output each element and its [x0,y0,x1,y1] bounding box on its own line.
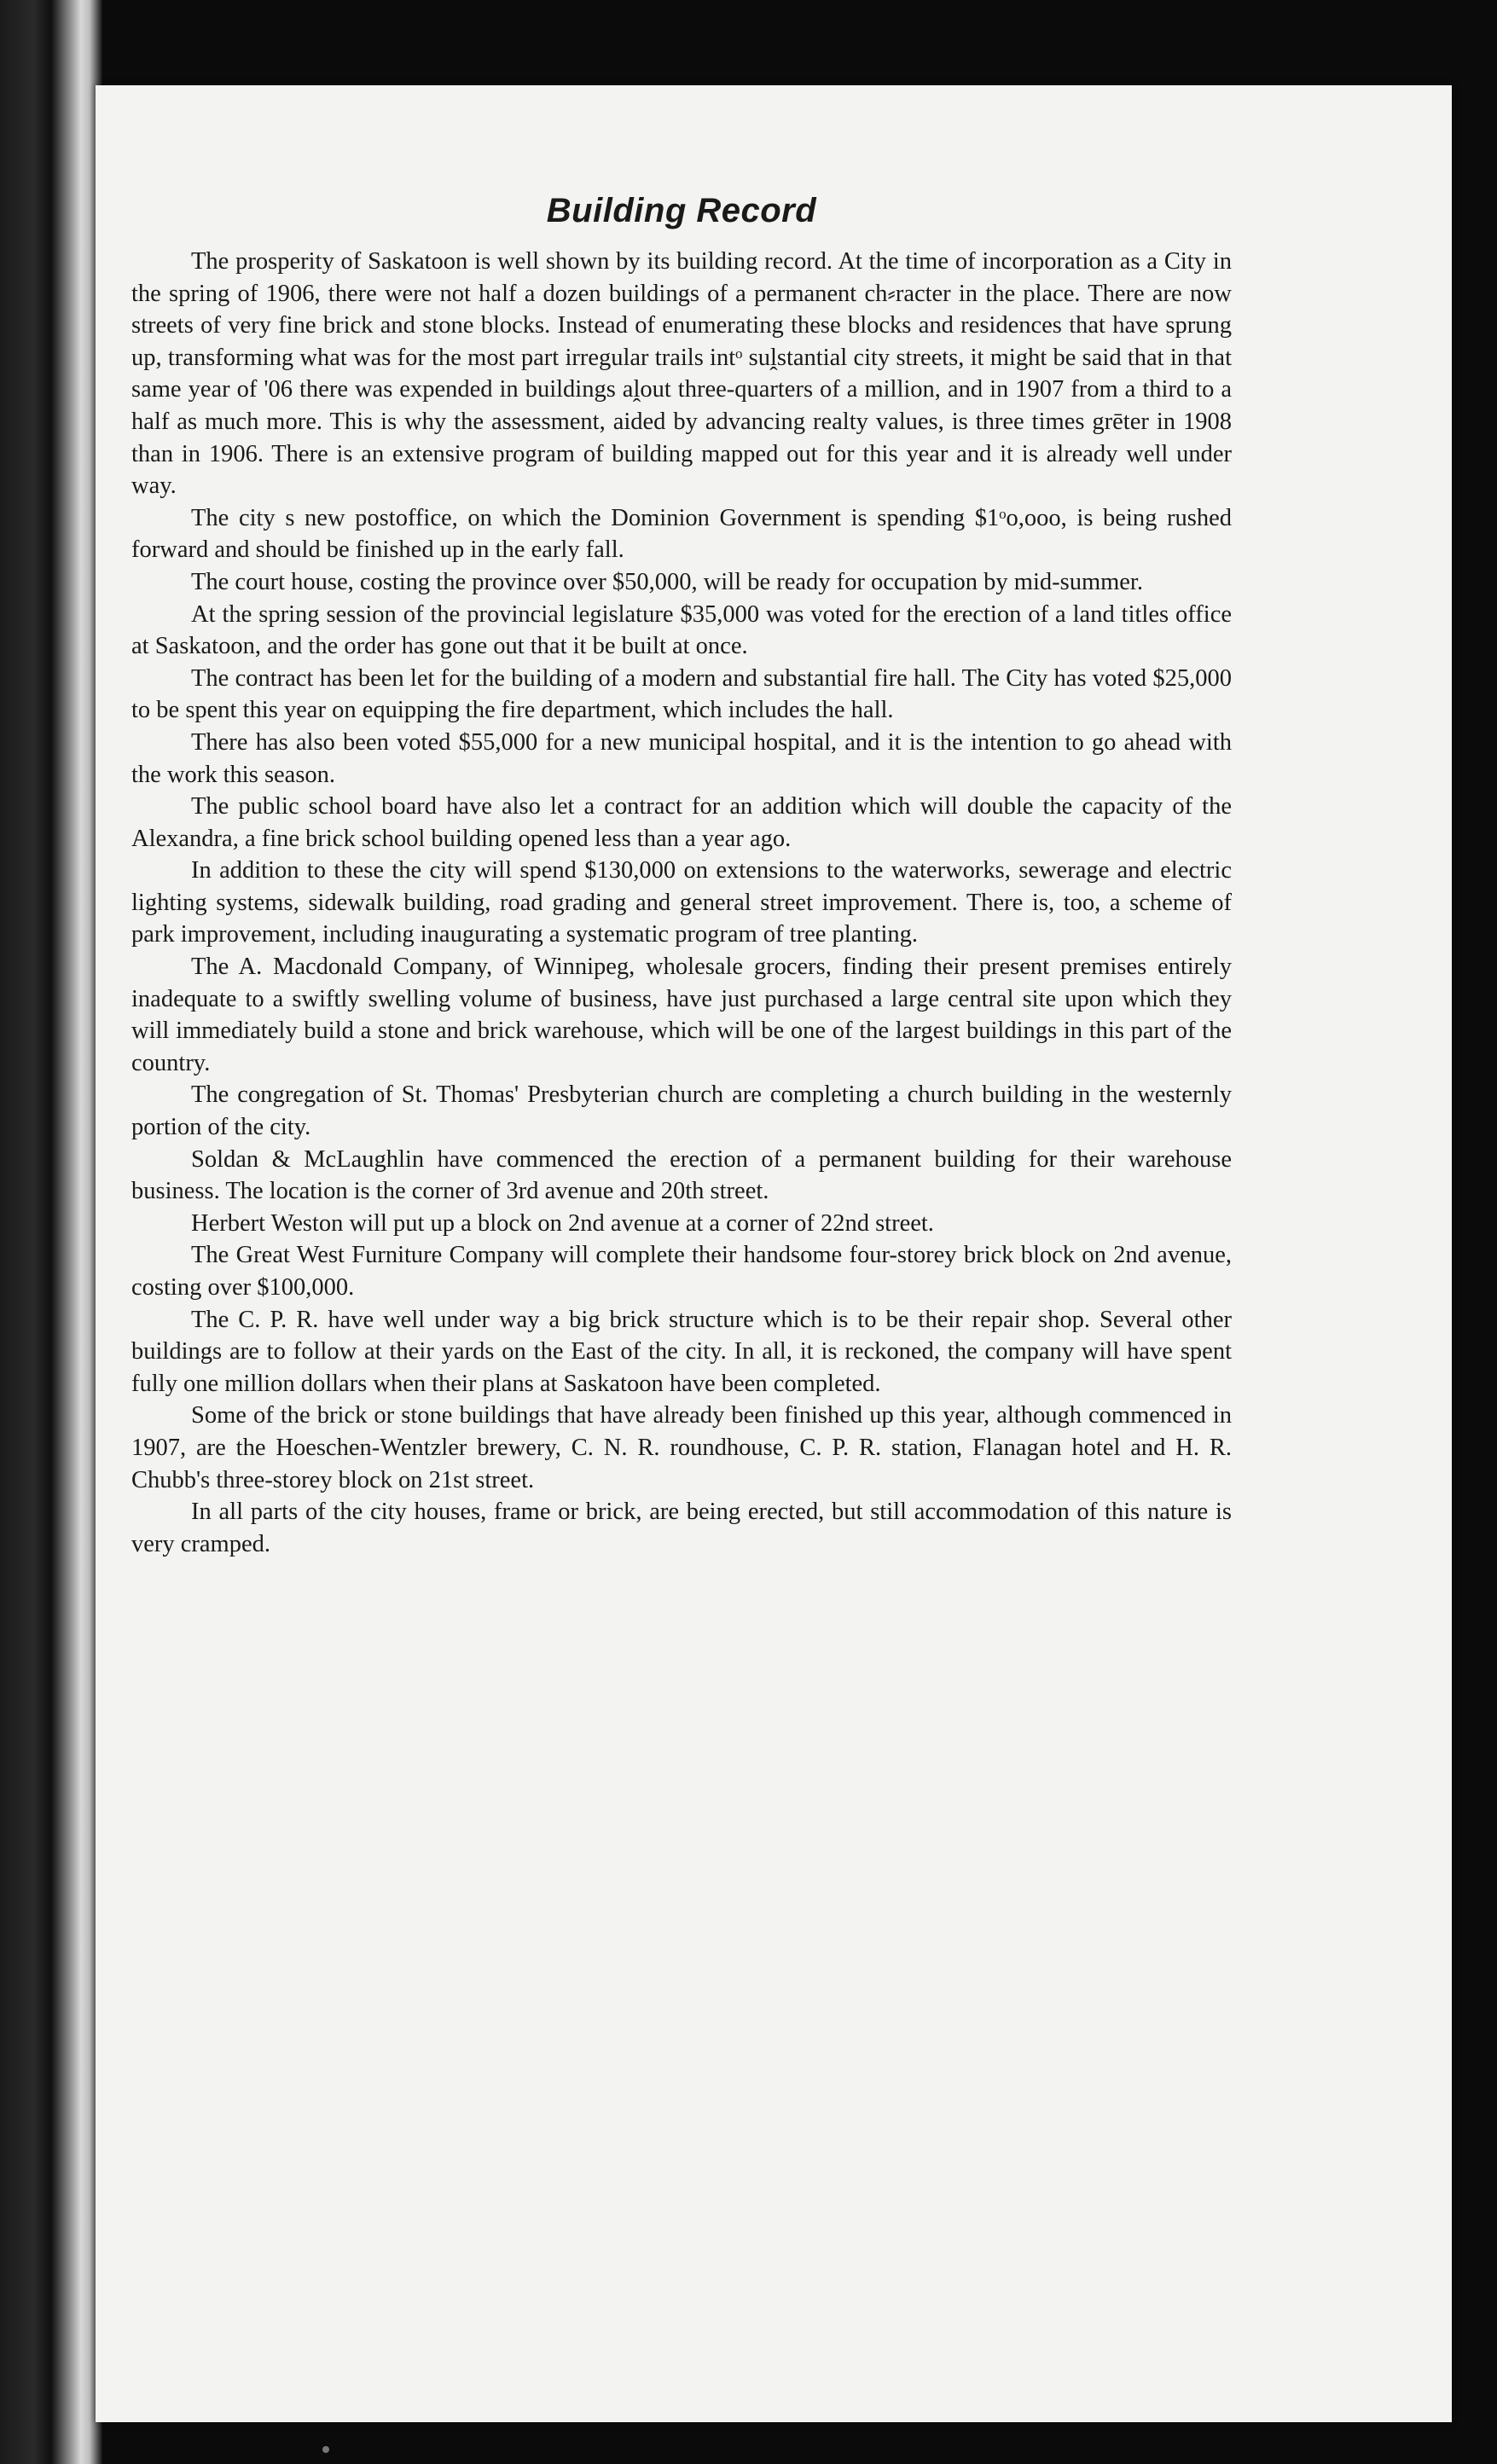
paragraph: The C. P. R. have well under way a big brick structure which is to be their repair shop. Several other buildings are to follow at their yards on the East of the city. In all, it is reckoned, the company will have spent fully one million dollars when their plans at Saskatoon have been completed. [131,1306,1232,1397]
scan-speck [322,2446,329,2453]
paragraph: The Great West Furniture Company will complete their handsome four-storey brick block on 2nd avenue, costing over $100,000. [131,1242,1232,1301]
paragraph: Soldan & McLaughlin have commenced the erection of a permanent building for their warehouse business. The location is the corner of 3rd avenue and 20th street. [131,1145,1232,1205]
page-title: Building Record [546,192,817,229]
paragraph: The public school board have also let a contract for an addition which will double the capacity of the Alexandra, a fine brick school building opened less than a year ago. [131,793,1232,852]
page-content [131,192,1232,1560]
book-binding-edge [0,0,102,2464]
paragraph: In addition to these the city will spend $130,000 on extensions to the waterworks, sewerage and electric lighting systems, sidewalk building, road grading and general street improvement. There is, too, a scheme of park improvement, including inaugurating a systematic program of tree planting. [131,857,1232,948]
paragraph: In all parts of the city houses, frame or brick, are being erected, but still accommodation of this nature is very cramped. [131,1499,1232,1557]
paragraph: At the spring session of the provincial legislature $35,000 was voted for the erection of a land titles office at Saskatoon, and the order has gone out that it be built at once. [131,600,1232,660]
paragraph: The A. Macdonald Company, of Winnipeg, wholesale grocers, finding their present premises entirely inadequate to a swiftly swelling volume of business, have just purchased a large central site upon which they will immediately build a stone and brick warehouse, which will be one of the largest buildings in this part of the country. [131,954,1232,1076]
paragraph: There has also been voted $55,000 for a new municipal hospital, and it is the intention to go ahead with the work this season. [131,728,1232,788]
paragraph: The contract has been let for the building of a modern and substantial fire hall. The City has voted $25,000 to be spent this year on equipping the fire department, which includes the hall. [131,664,1232,724]
paragraph: The court house, costing the province over $50,000, will be ready for occupation by mid-summer. [191,568,1143,595]
paragraph: The congregation of St. Thomas' Presbyterian church are completing a church building in the westernly portion of the city. [131,1081,1232,1141]
paragraph: Some of the brick or stone buildings that have already been finished up this year, although commenced in 1907, are the Hoeschen-Wentzler brewery, C. N. R. roundhouse, C. P. R. station, Flanagan hotel and H. R. Chubb's three-storey block on 21st street. [131,1402,1232,1493]
paragraph: The city s new postoffice, on which the Dominion Government is spending $1ᵒo,ooo, is being rushed forward and should be finished up in the early fall. [131,504,1232,564]
paragraph: Herbert Weston will put up a block on 2nd avenue at a corner of 22nd street. [191,1209,934,1237]
paragraph: The prosperity of Saskatoon is well shown by its building record. At the time of incorporation as a City in the spring of 1906, there were not half a dozen buildings of a permanent ch⸗racter in the place. There are now streets of very fine brick and stone blocks. Instead of enumerating these blocks and residences that have sprung up, transforming what was for the most part irregular trails intᵒ suḽstantial city streets, it might be said that in that same year of '06 there was expended in buildings aḽout three-quarters of a million, and in 1907 from a third to a half as much more. This is why the assessment, aided by advancing realty values, is three times grēter in 1908 than in 1906. There is an extensive program of building mapped out for this year and it is already well under way. [131,248,1232,500]
